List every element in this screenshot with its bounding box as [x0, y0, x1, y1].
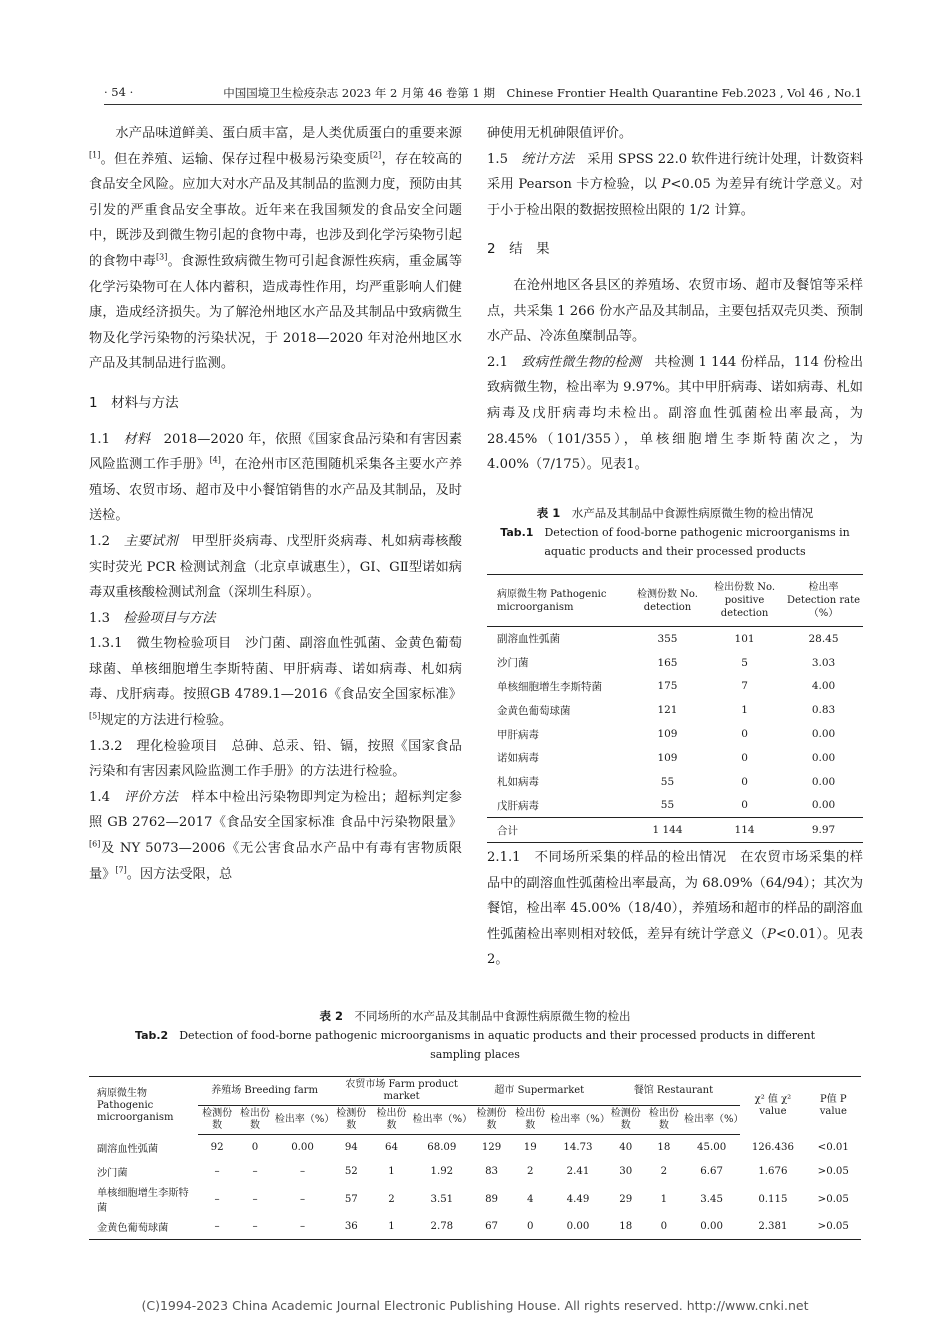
cell-value: 1.92 [430, 1166, 454, 1178]
cell-value: 2 [660, 1166, 668, 1178]
t2-sub-header: 检出份数 [645, 1106, 683, 1135]
cell-value: 1 [741, 704, 748, 717]
table2-row [89, 1214, 861, 1239]
cell-value: 1 [660, 1193, 668, 1205]
cell-value: 1 144 [630, 818, 705, 843]
table1-row [487, 818, 863, 843]
t2-sub-header: 检出份数 [511, 1106, 549, 1135]
cell-value: 55 [660, 799, 675, 812]
journal-header: 中国国境卫生检疫杂志 2023 年 2 月第 46 卷第 1 期 Chinese Frontier Health Quarantine Feb.2023 , Vol 46 , No.1 [223, 86, 862, 100]
section-1-1: 1.1 材料 2018—2020 年，依照《国家食品污染和有害因素风险监测工作手册》[4]，在沧州市区范围随机采集各主要水产养殖场、农贸市场、超市及中小餐馆销售的水产品及其制品，及时送检。 [89, 431, 463, 524]
cell-value: – [252, 1193, 258, 1205]
cell-value: 94 [344, 1141, 358, 1153]
t2-sub-header: 检出份数 [371, 1106, 411, 1135]
cell-value: 0.00 [700, 1220, 723, 1232]
cell-value: 0.00 [811, 751, 836, 764]
cell-value: 1.676 [758, 1166, 788, 1178]
cell-value: – [252, 1166, 258, 1178]
table1-row [487, 722, 863, 746]
section-1-heading: 1 材料与方法 [89, 394, 179, 411]
cell-value: 64 [385, 1141, 399, 1153]
t2-group-header: 超市 Supermarket [472, 1077, 607, 1106]
cell-value: 2.78 [430, 1220, 454, 1232]
cell-value: 126.436 [751, 1141, 794, 1153]
table1-row [487, 627, 863, 651]
cell-value: – [214, 1193, 220, 1205]
cell-value: 52 [344, 1166, 358, 1178]
row-label: 合计 [487, 818, 630, 843]
cell-value: – [214, 1220, 220, 1232]
cell-value: 109 [657, 728, 678, 741]
row-label: 单核细胞增生李斯特菌 [97, 1188, 189, 1214]
cell-value: 0.00 [566, 1220, 590, 1232]
cell-value: 6.67 [700, 1166, 723, 1178]
t2-header-microbe: 病原微生物 Pathogenic microorganism [97, 1087, 174, 1123]
t2-sub-header: 检测份数 [607, 1106, 645, 1135]
cell-value: – [300, 1166, 306, 1178]
cell-value: 175 [657, 680, 678, 693]
t2-group-header: 养殖场 Breeding farm [198, 1077, 331, 1106]
cell-value: 0 [741, 799, 748, 812]
table2 [89, 1076, 861, 1240]
cell-value: 18 [619, 1220, 633, 1232]
cell-value: 0.00 [291, 1141, 314, 1153]
cell-value: 0 [741, 728, 748, 741]
cell-value: 0 [741, 751, 748, 764]
cell-value: <0.01 [817, 1141, 849, 1153]
cell-value: 89 [485, 1193, 499, 1205]
cell-value: – [300, 1193, 306, 1205]
cell-value: 355 [657, 632, 678, 645]
cell-value: 0.83 [811, 704, 836, 717]
row-label: 副溶血性弧菌 [497, 633, 560, 646]
cell-value: 40 [619, 1141, 633, 1153]
cell-value: 18 [657, 1141, 671, 1153]
t2-sub-header: 检测份数 [198, 1106, 236, 1135]
table1-row [487, 770, 863, 794]
cell-value: 0.115 [758, 1193, 788, 1205]
t2-group-header: 农贸市场 Farm product market [331, 1077, 472, 1106]
cell-value: 68.09 [427, 1141, 457, 1153]
cell-value: – [300, 1220, 306, 1232]
cell-value: 2.381 [758, 1220, 788, 1232]
section-1-3-2: 1.3.2 理化检验项目 总砷、总汞、铅、镉，按照《国家食品污染和有害因素风险监测工作手册》的方法进行检验。 [89, 738, 462, 780]
t1-header: 检出率 Detection rate（%） [784, 575, 863, 627]
copyright-footer: (C)1994-2023 China Academic Journal Electronic Publishing House. All rights reserved. http://www.cnki.net [141, 1298, 809, 1313]
cell-value: 121 [657, 704, 678, 717]
running-header [104, 82, 862, 105]
cell-value: 45.00 [697, 1141, 727, 1153]
cell-value: 0 [741, 775, 748, 788]
table2-caption: 表 2 不同场所的水产品及其制品中食源性病原微生物的检出 Tab.2 Detection of food-borne pathogenic microorganisms in aquatic products and their processed products in different sampling places [134, 1009, 816, 1061]
cell-value: – [214, 1166, 220, 1178]
table1 [487, 574, 863, 843]
row-label: 金黄色葡萄球菌 [97, 1222, 169, 1234]
table1-row [487, 794, 863, 818]
cell-value: >0.05 [817, 1220, 849, 1232]
row-label: 甲肝病毒 [497, 728, 539, 741]
cell-value: 2 [526, 1166, 534, 1178]
section-1-3-1: 1.3.1 微生物检验项目 沙门菌、副溶血性弧菌、金黄色葡萄球菌、单核细胞增生李斯特菌、甲肝病毒、诺如病毒、札如病毒、戊肝病毒。按照GB 4789.1—2016《食品安全国家标准》[5]规定的方法进行检验。 [89, 636, 462, 729]
cell-value: 28.45 [808, 632, 839, 645]
cell-value: 67 [485, 1220, 499, 1232]
row-label: 单核细胞增生李斯特菌 [497, 680, 602, 693]
section-2-1: 2.1 致病性微生物的检测 共检测 1 144 份样品，114 份检出致病微生物，检出率为 9.97%。其中甲肝病毒、诺如病毒、札如病毒及戊肝病毒均未检出。副溶血性弧菌检出率最高，为 28.45%（101/355），单核细胞增生李斯特菌次之，为 4.00%（7/175）。见表1。 [487, 354, 864, 473]
section-1-2: 1.2 主要试剂 甲型肝炎病毒、戊型肝炎病毒、札如病毒核酸实时荧光 PCR 检测试剂盒（北京卓诚惠生），GⅠ、GⅡ型诺如病毒双重核酸检测试剂盒（深圳生科原）。 [89, 533, 462, 601]
cell-value: 114 [705, 818, 784, 843]
table1-row [487, 698, 863, 722]
cell-value: 1 [388, 1220, 395, 1232]
table2-row [89, 1184, 861, 1214]
cell-value: 92 [210, 1141, 224, 1153]
cell-value: 129 [481, 1141, 502, 1153]
cell-value: 4.00 [811, 680, 836, 693]
cell-value: 3.03 [811, 656, 836, 669]
row-label: 札如病毒 [497, 776, 539, 789]
cell-value: 19 [523, 1141, 537, 1153]
row-label: 副溶血性弧菌 [97, 1143, 159, 1155]
cell-value: 1 [388, 1166, 395, 1178]
page-number: · 54 · [104, 85, 134, 99]
cell-value: 5 [741, 656, 748, 669]
section-2-heading: 2 结 果 [487, 241, 550, 258]
cell-value: 14.73 [563, 1141, 593, 1153]
t2-sub-header: 检出率（%） [683, 1106, 740, 1135]
cell-value: 165 [657, 656, 678, 669]
cell-value: >0.05 [817, 1166, 849, 1178]
t2-header-chi: χ² 值 χ² value [754, 1093, 792, 1117]
row-label: 沙门菌 [97, 1168, 128, 1180]
cell-value: 0.00 [811, 775, 836, 788]
section-1-5: 1.5 统计方法 采用 SPSS 22.0 软件进行统计处理，计数资料采用 Pearson 卡方检验，以 P<0.05 为差异有统计学意义。对于小于检出限的数据按照检出限的 1/2 计算。 [487, 151, 864, 218]
cell-value: 2.41 [566, 1166, 590, 1178]
cell-value: 7 [741, 680, 748, 693]
section-1-3: 1.3 检验项目与方法 [89, 610, 216, 626]
cell-value: 9.97 [784, 818, 863, 843]
table1-row [487, 675, 863, 699]
table2-row [89, 1135, 861, 1160]
results-intro: 在沧州地区各县区的养殖场、农贸市场、超市及餐馆等采样点，共采集 1 266 份水产品及其制品，主要包括双壳贝类、预制水产品、冷冻鱼糜制品等。 [487, 277, 863, 345]
cell-value: 55 [660, 775, 675, 788]
cell-value: 2 [388, 1193, 395, 1205]
t2-sub-header: 检测份数 [331, 1106, 371, 1135]
cell-value: 4.49 [566, 1193, 590, 1205]
row-label: 沙门菌 [497, 657, 529, 670]
cell-value: 0.00 [811, 799, 836, 812]
cell-value: 0 [251, 1141, 259, 1153]
t2-sub-header: 检测份数 [472, 1106, 511, 1135]
cell-value: 0.00 [811, 728, 836, 741]
cell-value: 109 [657, 751, 678, 764]
t2-group-header: 餐馆 Restaurant [607, 1077, 741, 1106]
t2-sub-header: 检出率（%） [274, 1106, 331, 1135]
cell-value: 4 [526, 1193, 534, 1205]
cell-value: 30 [619, 1166, 633, 1178]
t2-sub-header: 检出份数 [236, 1106, 274, 1135]
t2-sub-header: 检出率（%） [412, 1106, 472, 1135]
cell-value: – [252, 1220, 258, 1232]
t1-header: 检出份数 No. positive detection [705, 575, 784, 627]
left-column [89, 121, 462, 887]
table2-row [89, 1160, 861, 1185]
cell-value: 36 [344, 1220, 358, 1232]
cell-value: 83 [485, 1166, 499, 1178]
table1-caption: 表 1 水产品及其制品中食源性病原微生物的检出情况 Tab.1 Detection of food-borne pathogenic microorganisms in aquatic products and their processed products [500, 506, 850, 558]
cell-value: 0 [660, 1220, 668, 1232]
cell-value: 3.45 [700, 1193, 723, 1205]
cell-value: 101 [734, 632, 755, 645]
intro-paragraph: 水产品味道鲜美、蛋白质丰富，是人类优质蛋白的重要来源[1]。但在养殖、运输、保存过程中极易污染变质[2]，存在较高的食品安全风险。应加大对水产品及其制品的监测力度，预防由其引发的严重食品安全事故。近年来在我国频发的食品安全问题中，既涉及到微生物引起的食物中毒，也涉及到化学污染物引起的食物中毒[3]。食源性致病微生物可引起食源性疾病，重金属等化学污染物可在人体内蓄积，造成毒性作用，均严重影响人们健康，造成经济损失。为了解沧州地区水产品及其制品中致病微生物及化学污染物的污染状况，于 2018—2020 年对沧州地区水产品及其制品进行监测。 [89, 126, 463, 372]
continuation-text: 砷使用无机砷限值评价。 [487, 126, 633, 141]
cell-value: 0 [526, 1220, 534, 1232]
row-label: 金黄色葡萄球菌 [497, 704, 571, 717]
row-label: 戊肝病毒 [497, 799, 539, 812]
row-label: 诺如病毒 [497, 752, 539, 765]
t2-sub-header: 检出率（%） [549, 1106, 606, 1135]
cell-value: 57 [344, 1193, 358, 1205]
cell-value: >0.05 [817, 1193, 849, 1205]
right-column-top [487, 121, 863, 478]
table1-row [487, 746, 863, 770]
t1-header: 检测份数 No. detection [630, 575, 705, 627]
cell-value: 29 [619, 1193, 633, 1205]
t2-header-p: P值 P value [819, 1093, 847, 1117]
table1-row [487, 651, 863, 675]
right-column-bottom [487, 845, 863, 973]
section-2-1-1: 2.1.1 不同场所采集的样品的检出情况 在农贸市场采集的样品中的副溶血性弧菌检出率最高，为 68.09%（64/94）；其次为餐馆，检出率 45.00%（18/40），养殖场和超市的样品的副溶血性弧菌检出率则相对较低，差异有统计学意义（P<0.01）。见表2。 [487, 850, 864, 968]
cell-value: 3.51 [430, 1193, 454, 1205]
section-1-4: 1.4 评价方法 样本中检出污染物即判定为检出；超标判定参照 GB 2762—2017《食品安全国家标准 食品中污染物限量》[6]及 NY 5073—2006《无公害食品水产品中有毒有害物质限量》[7]。因方法受限，总 [89, 789, 462, 882]
t1-header: 病原微生物 Pathogenic microorganism [487, 575, 630, 627]
